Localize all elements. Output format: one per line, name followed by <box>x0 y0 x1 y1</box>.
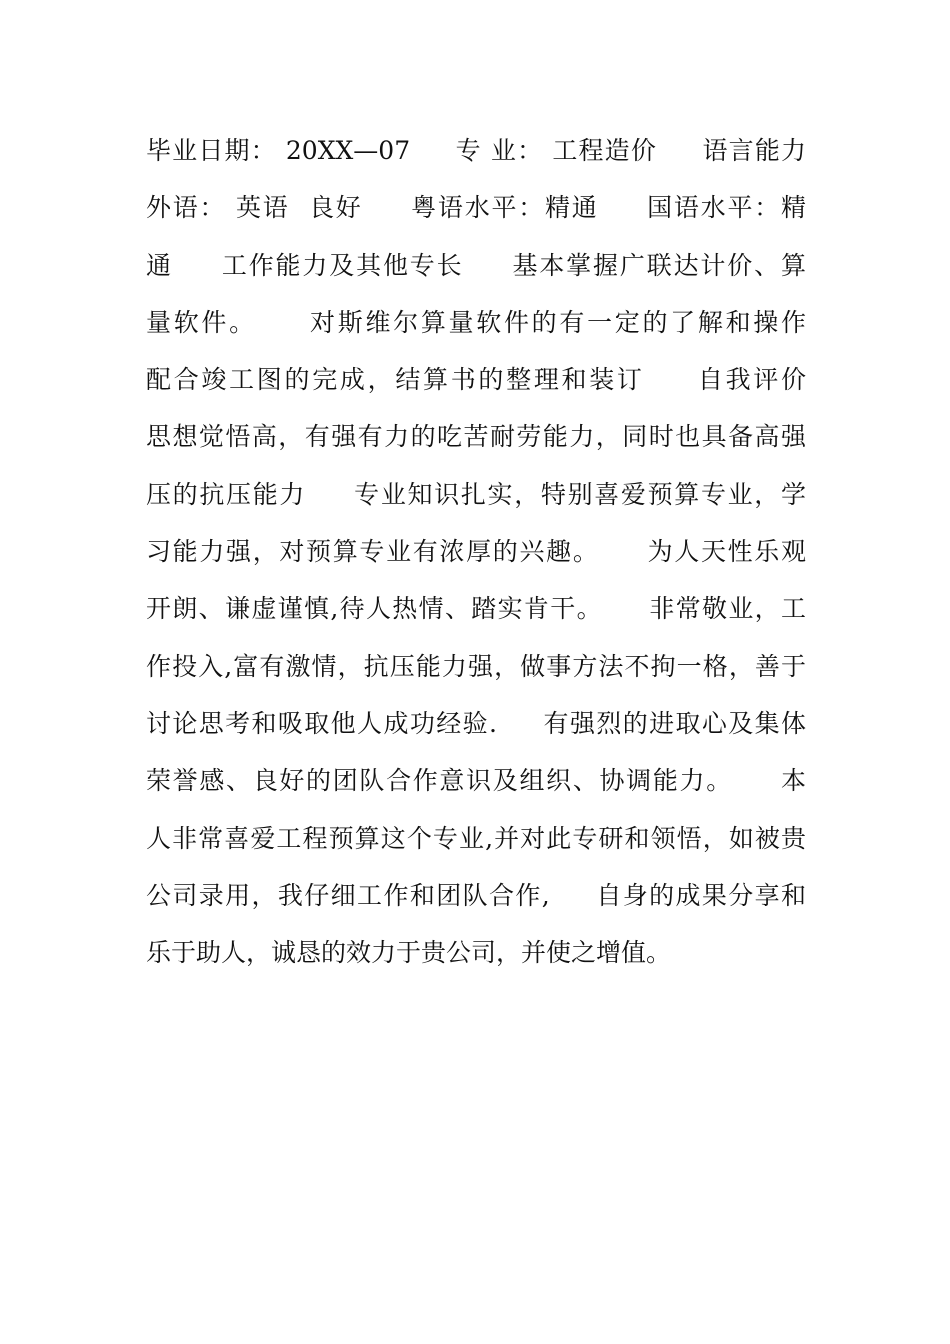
text-line: 通 工作能力及其他专长 基本掌握广联达计价、算 <box>146 250 806 280</box>
text-line: 荣誉感、良好的团队合作意识及组织、协调能力。 本 <box>146 766 806 796</box>
text-line: 配合竣工图的完成，结算书的整理和装订 自我评价 <box>146 365 806 395</box>
text-line: 量软件。 对斯维尔算量软件的有一定的了解和操作 <box>146 307 806 337</box>
text-line: 思想觉悟高，有强有力的吃苦耐劳能力，同时也具备高强 <box>146 422 806 452</box>
text-line: 外语： 英语 良好 粤语水平：精通 国语水平：精 <box>146 193 806 223</box>
text-line: 公司录用，我仔细工作和团队合作, 自身的成果分享和 <box>146 880 806 910</box>
text-line: 习能力强，对预算专业有浓厚的兴趣。 为人天性乐观 <box>146 537 806 567</box>
text-line: 开朗、谦虚谨慎,待人热情、踏实肯干。 非常敬业，工 <box>146 594 806 624</box>
text-line: 乐于助人，诚恳的效力于贵公司，并使之增值。 <box>146 938 672 968</box>
text-line: 人非常喜爱工程预算这个专业,并对此专研和领悟，如被贵 <box>146 823 806 853</box>
text-line: 讨论思考和吸取他人成功经验. 有强烈的进取心及集体 <box>146 708 806 738</box>
text-line: 作投入,富有激情，抗压能力强，做事方法不拘一格，善于 <box>146 651 806 681</box>
document-body <box>146 122 806 981</box>
text-line: 压的抗压能力 专业知识扎实，特别喜爱预算专业，学 <box>146 479 806 509</box>
text-line: 毕业日期： 20XX—07 专 业： 工程造价 语言能力 <box>146 136 806 165</box>
